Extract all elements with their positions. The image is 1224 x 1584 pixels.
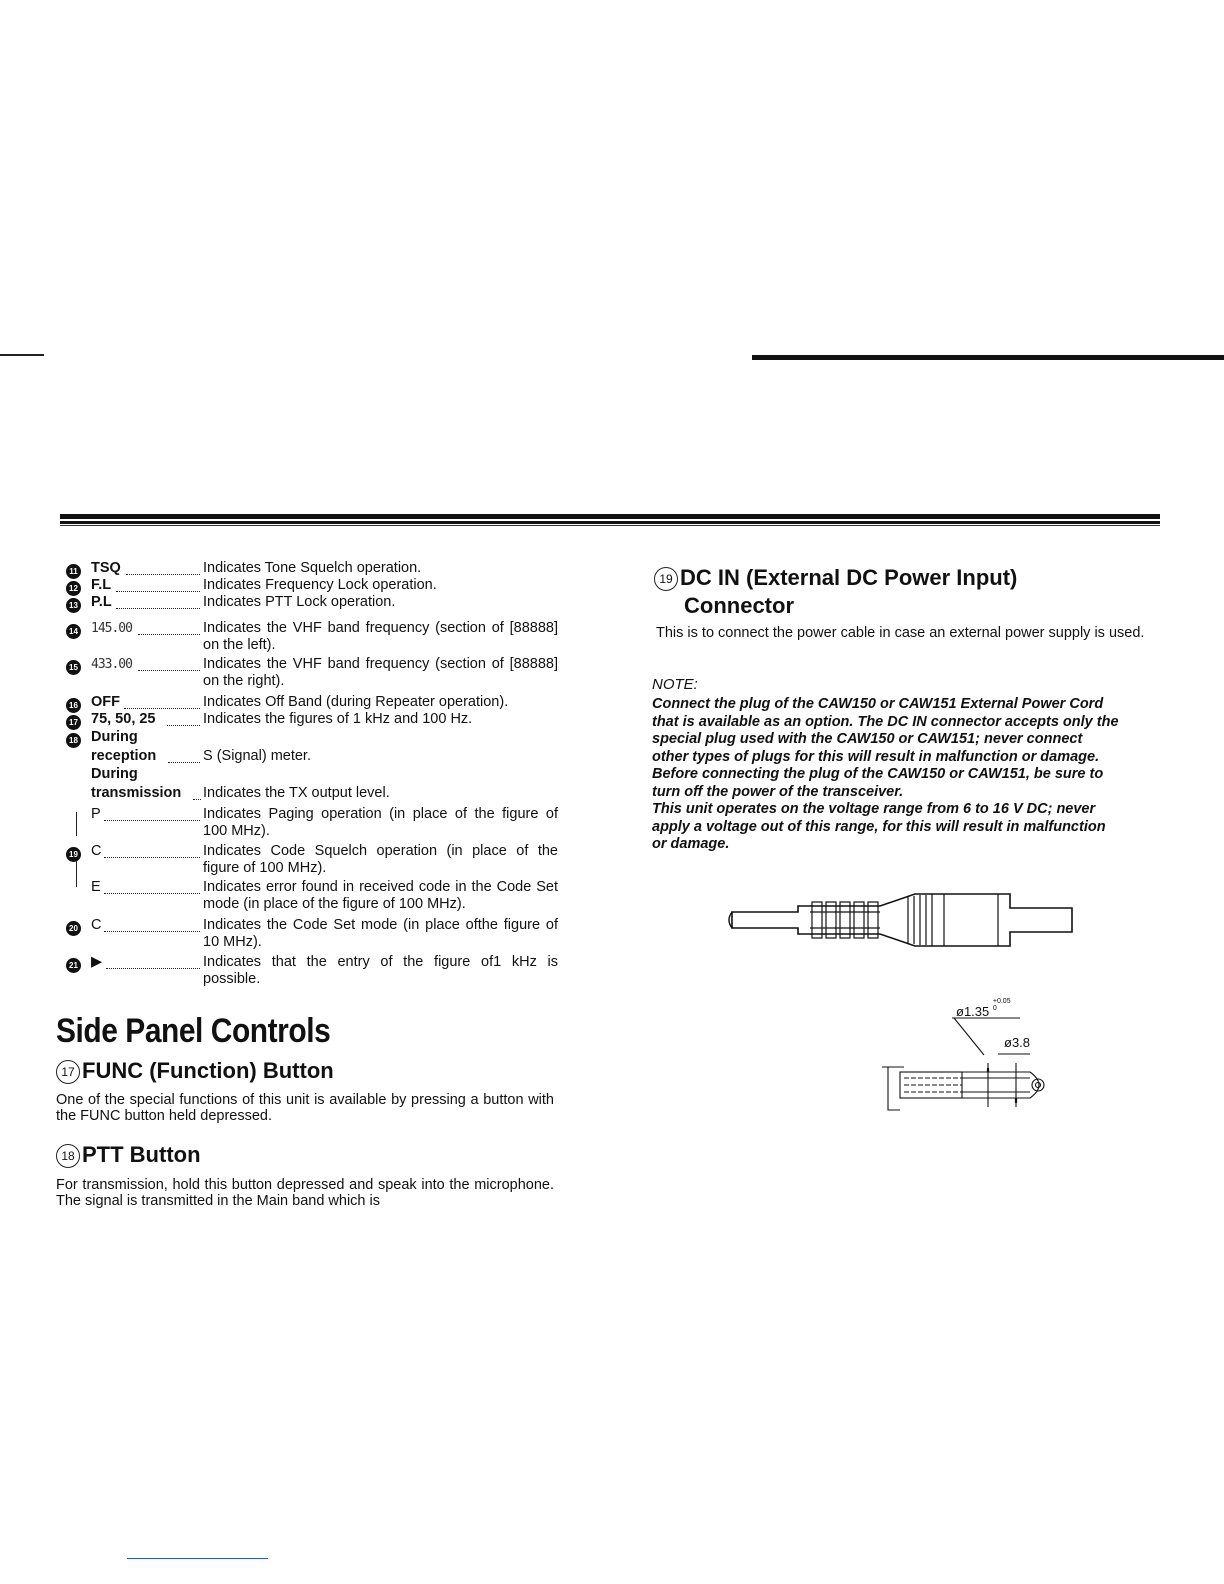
ptt-button-heading bbox=[56, 1142, 201, 1168]
list-item-code-set bbox=[66, 917, 566, 951]
dimension-outer-diameter: ø3.8 bbox=[1004, 1035, 1031, 1050]
item-key: OFF bbox=[91, 694, 120, 710]
item-number: 15 bbox=[66, 660, 81, 675]
dot-leader bbox=[167, 711, 200, 726]
dot-leader bbox=[138, 620, 200, 635]
note-line: This unit operates on the voltage range from 6 to 16 V DC; never bbox=[652, 801, 1096, 817]
list-item-code-squelch bbox=[66, 843, 566, 877]
segment-display-left: 145.00 bbox=[91, 621, 132, 636]
note-line: special plug used with the CAW150 or CAW151; never connect bbox=[652, 731, 1083, 747]
dot-leader bbox=[193, 785, 201, 800]
item-key: P.L bbox=[91, 594, 112, 610]
item-key: During bbox=[91, 766, 138, 782]
note-line: Connect the plug of the CAW150 or CAW151 External Power Cord bbox=[652, 696, 1104, 712]
item-description: Indicates Paging operation (in place of the figure of 100 MHz). bbox=[203, 806, 558, 839]
list-item-paging bbox=[66, 806, 566, 840]
note-line: Before connecting the plug of the CAW150 or CAW151, be sure to bbox=[652, 766, 1104, 782]
bottom-link-rule bbox=[127, 1558, 268, 1559]
item-description: Indicates Frequency Lock operation. bbox=[203, 577, 437, 593]
item-key: E bbox=[91, 879, 101, 895]
segment-display-right: 433.00 bbox=[91, 657, 132, 672]
item-description: Indicates the VHF band frequency (section of [88888] on the left). bbox=[203, 620, 558, 653]
item-number: 12 bbox=[66, 581, 81, 596]
dot-leader bbox=[104, 806, 200, 821]
item-number: 14 bbox=[66, 624, 81, 639]
dot-leader bbox=[124, 694, 200, 709]
ptt-description: For transmission, hold this button depressed and speak into the microphone. The signal is transmitted in the Main band which is bbox=[56, 1177, 554, 1209]
list-item-s-meter bbox=[66, 729, 566, 765]
list-item-left-frequency bbox=[66, 620, 566, 654]
list-item-right-frequency bbox=[66, 656, 566, 690]
dot-leader bbox=[126, 560, 200, 575]
list-item-tsq bbox=[66, 560, 566, 577]
item-description: Indicates PTT Lock operation. bbox=[203, 594, 396, 610]
note-line: apply a voltage out of this range, for this will result in malfunction bbox=[652, 818, 1106, 835]
note-label: NOTE: bbox=[652, 676, 698, 693]
item-key: C bbox=[91, 843, 102, 859]
item-description: Indicates the Code Set mode (in place ofthe figure of 10 MHz). bbox=[203, 917, 558, 950]
list-item-fl bbox=[66, 577, 566, 594]
list-item-entry-arrow bbox=[66, 954, 566, 988]
func-heading-text: FUNC (Function) Button bbox=[82, 1058, 334, 1083]
item-key-sub: reception bbox=[91, 748, 157, 764]
note-line: or damage. bbox=[652, 836, 730, 852]
note-line: that is available as an option. The DC IN connector accepts only the bbox=[652, 713, 1119, 730]
dot-leader bbox=[168, 748, 200, 763]
item-description: Indicates the figures of 1 kHz and 100 Hz. bbox=[203, 711, 473, 727]
item-description: Indicates error found in received code in the Code Set mode (in place of the figure of 100 MHz). bbox=[203, 879, 558, 912]
dc-in-heading-line2: Connector bbox=[684, 593, 794, 618]
func-description: One of the special functions of this unit is available by pressing a button with the FUNC button held depressed. bbox=[56, 1092, 554, 1124]
item-description: Indicates Code Squelch operation (in place of the figure of 100 MHz). bbox=[203, 843, 558, 876]
dot-leader bbox=[116, 594, 200, 609]
list-item-tx-level bbox=[66, 766, 566, 802]
note-line: other types of plugs for this will result in malfunction or damage. bbox=[652, 748, 1100, 765]
list-item-step bbox=[66, 711, 566, 728]
item-description: S (Signal) meter. bbox=[203, 748, 311, 764]
dc-in-description: This is to connect the power cable in case an external power supply is used. bbox=[656, 625, 1145, 641]
item-key: F.L bbox=[91, 577, 112, 593]
item-number: 18 bbox=[66, 733, 81, 748]
item-description: Indicates the VHF band frequency (section of [88888] on the right). bbox=[203, 656, 558, 689]
dim-tolerance-upper: +0.05 bbox=[992, 998, 1011, 1005]
item-number: 17 bbox=[66, 715, 81, 730]
note-line: turn off the power of the transceiver. bbox=[652, 783, 904, 800]
plug-dimension-drawing bbox=[870, 1015, 1060, 1115]
item-key: 75, 50, 25 bbox=[91, 711, 156, 727]
func-button-heading bbox=[56, 1058, 334, 1084]
item-key: During bbox=[91, 729, 138, 745]
callout-number: 18 bbox=[56, 1144, 80, 1168]
dot-leader bbox=[104, 843, 200, 858]
item-description: Indicates the TX output level. bbox=[203, 785, 390, 801]
dc-in-heading bbox=[654, 565, 1017, 591]
list-item-pl bbox=[66, 594, 566, 611]
item-key: P bbox=[91, 806, 101, 822]
top-right-rule bbox=[752, 355, 1224, 360]
callout-number: 19 bbox=[654, 567, 678, 591]
dot-leader bbox=[104, 879, 200, 894]
item-number: 21 bbox=[66, 958, 81, 973]
item-description: Indicates Off Band (during Repeater operation). bbox=[203, 694, 509, 710]
dot-leader bbox=[106, 954, 200, 969]
dim-inner-label: ø1.35 bbox=[956, 1004, 990, 1019]
item-number: 16 bbox=[66, 698, 81, 713]
dc-plug-illustration bbox=[730, 890, 1080, 960]
list-item-off bbox=[66, 694, 566, 711]
dim-tolerance bbox=[993, 998, 1011, 1012]
ptt-heading-text: PTT Button bbox=[82, 1142, 201, 1167]
dot-leader bbox=[116, 577, 200, 592]
item-key: C bbox=[91, 917, 102, 933]
item-key-sub: transmission bbox=[91, 785, 182, 801]
header-band-rule bbox=[60, 514, 1160, 528]
item-key: TSQ bbox=[91, 560, 121, 576]
dot-leader bbox=[104, 917, 200, 932]
play-arrow-icon: ▶ bbox=[91, 954, 103, 970]
section-title: Side Panel Controls bbox=[56, 1012, 331, 1050]
item-description: Indicates that the entry of the figure of1 kHz is possible. bbox=[203, 954, 558, 987]
list-item-code-error bbox=[66, 879, 566, 913]
item-description: Indicates Tone Squelch operation. bbox=[203, 560, 422, 576]
dot-leader bbox=[138, 656, 200, 671]
bracket-line bbox=[76, 861, 77, 879]
note-text bbox=[652, 696, 1148, 854]
dc-in-heading-line1: DC IN (External DC Power Input) bbox=[680, 565, 1018, 590]
bracket-line bbox=[76, 879, 77, 887]
dim-tolerance-lower: 0 bbox=[992, 1005, 997, 1012]
item-number: 13 bbox=[66, 598, 81, 613]
item-number: 19 bbox=[66, 847, 81, 862]
top-left-rule bbox=[0, 354, 44, 356]
callout-number: 17 bbox=[56, 1060, 80, 1084]
bracket-line bbox=[76, 812, 77, 836]
item-number: 20 bbox=[66, 921, 81, 936]
item-number: 11 bbox=[66, 564, 81, 579]
